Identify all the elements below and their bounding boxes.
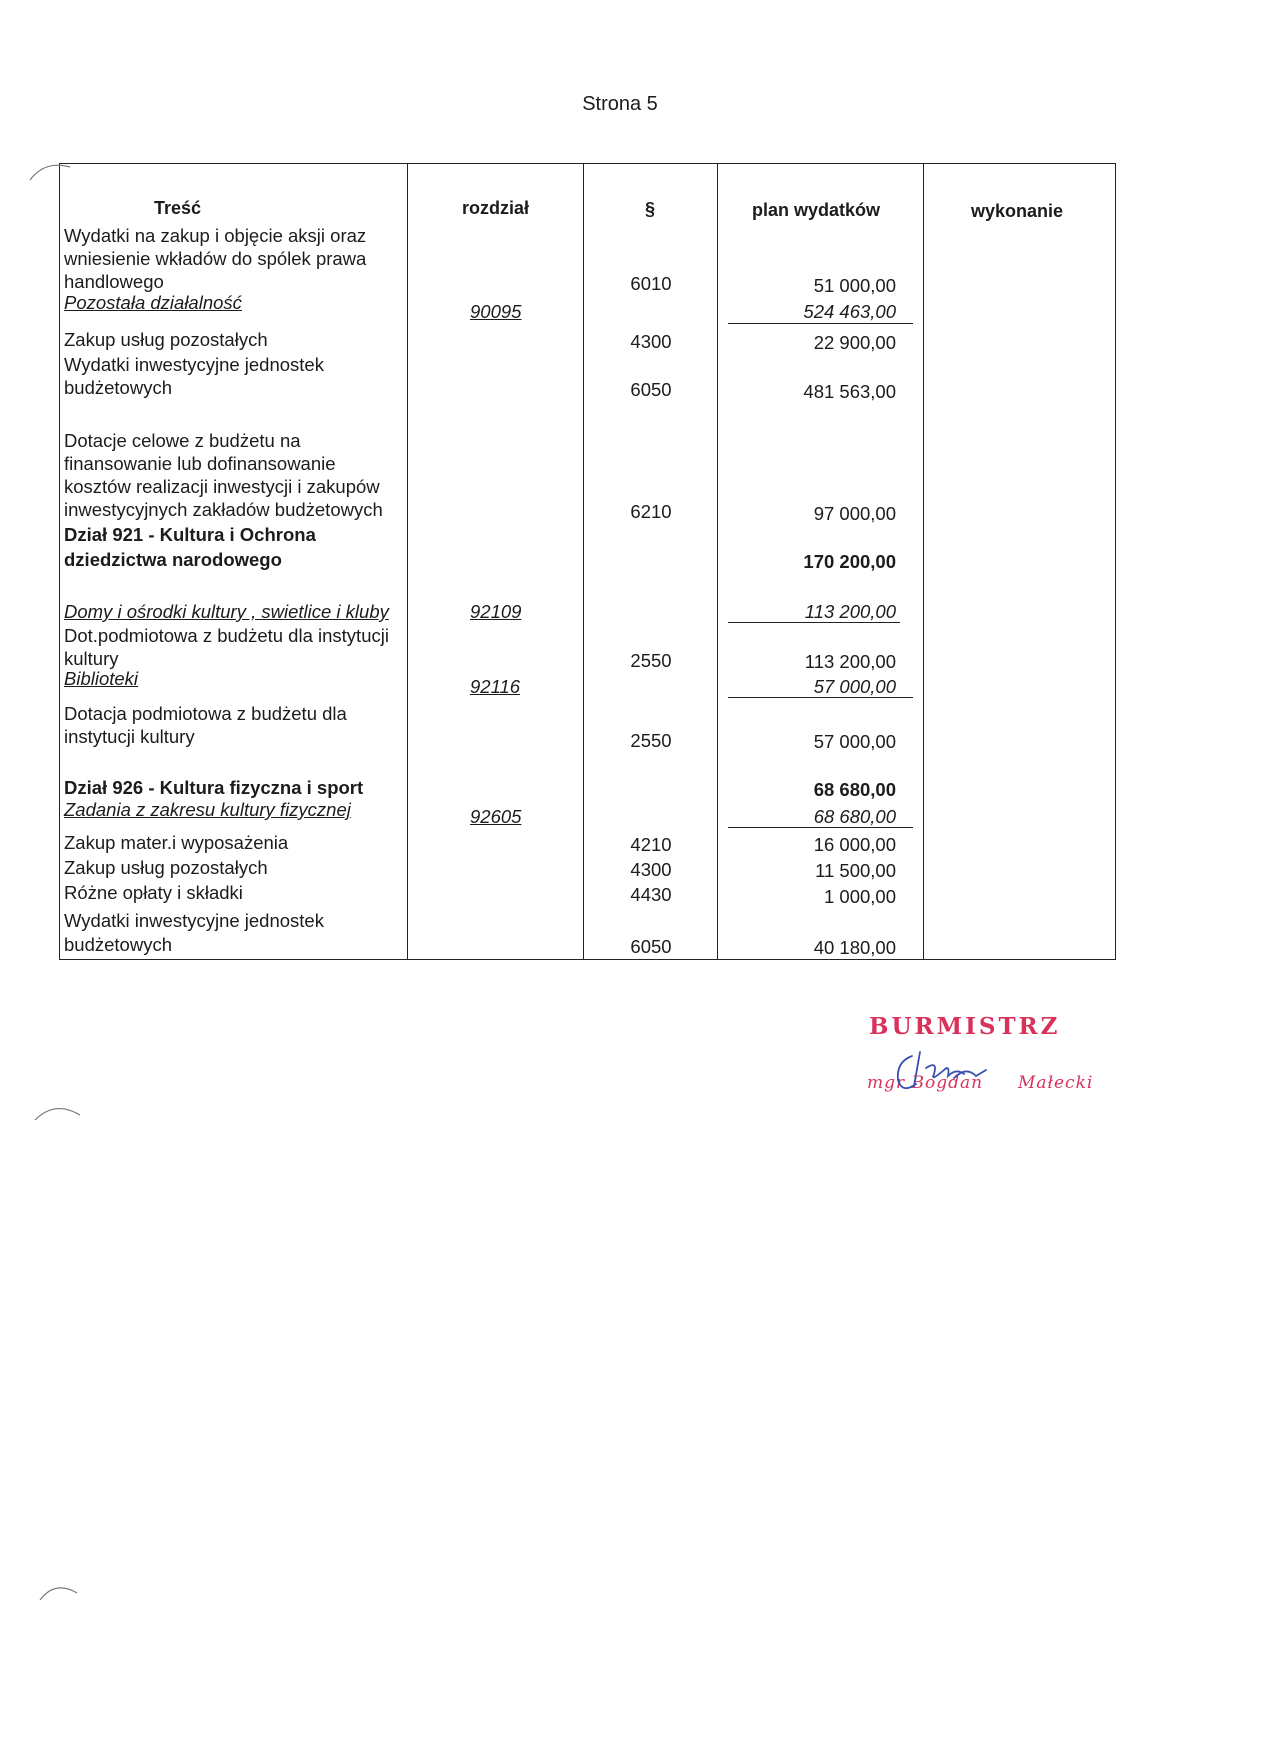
row-description-line: Zakup mater.i wyposażenia — [64, 832, 289, 853]
subsection-title: Zadania z zakresu kultury fizycznej — [64, 799, 351, 820]
row-paragraf: 6210 — [630, 501, 672, 522]
row-paragraf: 6050 — [630, 379, 672, 400]
scan-mark — [35, 1575, 80, 1605]
column-divider — [923, 164, 924, 959]
row-paragraf: 2550 — [630, 730, 672, 751]
row-description-line: instytucji kultury — [64, 726, 195, 747]
section-title-line: Dział 926 - Kultura fizyczna i sport — [64, 777, 364, 798]
subsection-title: Domy i ośrodki kultury , swietlice i kluby — [64, 601, 389, 622]
row-description-line: handlowego — [64, 271, 164, 292]
row-description-line: Dot.podmiotowa z budżetu dla instytucji — [64, 625, 389, 646]
row-plan-value: 40 180,00 — [813, 937, 896, 958]
row-paragraf: 6050 — [630, 936, 672, 957]
scan-mark — [30, 1095, 85, 1125]
row-description-line: finansowanie lub dofinansowanie — [64, 453, 336, 474]
row-rozdzial: 92116 — [470, 676, 521, 697]
row-paragraf: 4300 — [630, 331, 672, 352]
subtotal-rule — [728, 827, 913, 828]
row-rozdzial: 92605 — [470, 806, 522, 827]
subsection-title: Biblioteki — [64, 668, 139, 689]
row-description-line: Zakup usług pozostałych — [64, 329, 268, 350]
row-paragraf: 4300 — [630, 859, 672, 880]
row-description-line: Dotacja podmiotowa z budżetu dla — [64, 703, 347, 724]
row-rozdzial: 92109 — [470, 601, 522, 622]
row-paragraf: 2550 — [630, 650, 672, 671]
scan-mark — [25, 155, 75, 185]
row-plan-value: 113 200,00 — [804, 601, 896, 622]
stamp-last-name: Małecki — [1017, 1073, 1094, 1093]
row-plan-value: 68 680,00 — [813, 806, 896, 827]
header-paragraf: § — [645, 199, 656, 219]
row-description-line: Wydatki inwestycyjne jednostek — [64, 910, 324, 931]
section-total: 170 200,00 — [803, 551, 896, 572]
row-plan-value: 22 900,00 — [813, 332, 896, 353]
column-divider — [407, 164, 408, 959]
row-paragraf: 4210 — [630, 834, 672, 855]
row-description-line: Wydatki inwestycyjne jednostek — [64, 354, 324, 375]
row-paragraf: 6010 — [630, 273, 672, 294]
row-description-line: Wydatki na zakup i objęcie aksji oraz — [64, 225, 367, 246]
page-number: Strona 5 — [582, 93, 658, 115]
row-description-line: Zakup usług pozostałych — [64, 857, 268, 878]
row-plan-value: 524 463,00 — [803, 301, 896, 322]
stamp-first-name: Bogdan — [911, 1073, 984, 1093]
row-plan-value: 11 500,00 — [815, 860, 896, 881]
row-plan-value: 57 000,00 — [813, 676, 896, 697]
row-plan-value: 481 563,00 — [803, 381, 896, 402]
row-plan-value: 57 000,00 — [813, 731, 896, 752]
subtotal-rule — [728, 622, 900, 623]
row-description-line: Dotacje celowe z budżetu na — [64, 430, 301, 451]
stamp-title: BURMISTRZ — [869, 1013, 1061, 1040]
row-description-line: Różne opłaty i składki — [64, 882, 243, 903]
row-description-line: budżetowych — [64, 377, 172, 398]
row-description-line: kosztów realizacji inwestycji i zakupów — [64, 476, 380, 497]
stamp-prefix: mgr — [867, 1073, 906, 1093]
row-rozdzial: 90095 — [470, 301, 522, 322]
section-title-line: Dział 921 - Kultura i Ochrona — [64, 524, 316, 545]
row-description-line: wniesienie wkładów do spólek prawa — [64, 248, 367, 269]
header-plan: plan wydatków — [752, 200, 881, 220]
official-stamp — [860, 1008, 1094, 1128]
row-description-line: kultury — [64, 648, 119, 669]
row-plan-value: 51 000,00 — [813, 275, 896, 296]
row-description-line: inwestycyjnych zakładów budżetowych — [64, 499, 383, 520]
section-title-line: dziedzictwa narodowego — [64, 549, 282, 570]
row-plan-value: 97 000,00 — [813, 503, 896, 524]
row-plan-value: 113 200,00 — [804, 651, 896, 672]
column-divider — [583, 164, 584, 959]
section-total: 68 680,00 — [813, 779, 896, 800]
row-plan-value: 16 000,00 — [813, 834, 896, 855]
expenditure-table — [59, 163, 1116, 960]
subsection-title: Pozostała działalność — [64, 292, 242, 313]
header-rozdzial: rozdział — [462, 198, 530, 218]
row-paragraf: 4430 — [630, 884, 672, 905]
subtotal-rule — [728, 323, 913, 324]
row-description-line: budżetowych — [64, 934, 172, 955]
header-tresc: Treść — [154, 198, 202, 218]
row-plan-value: 1 000,00 — [823, 886, 896, 907]
handwritten-signature — [890, 1048, 1000, 1098]
header-wykonanie: wykonanie — [971, 201, 1064, 221]
subtotal-rule — [728, 697, 913, 698]
